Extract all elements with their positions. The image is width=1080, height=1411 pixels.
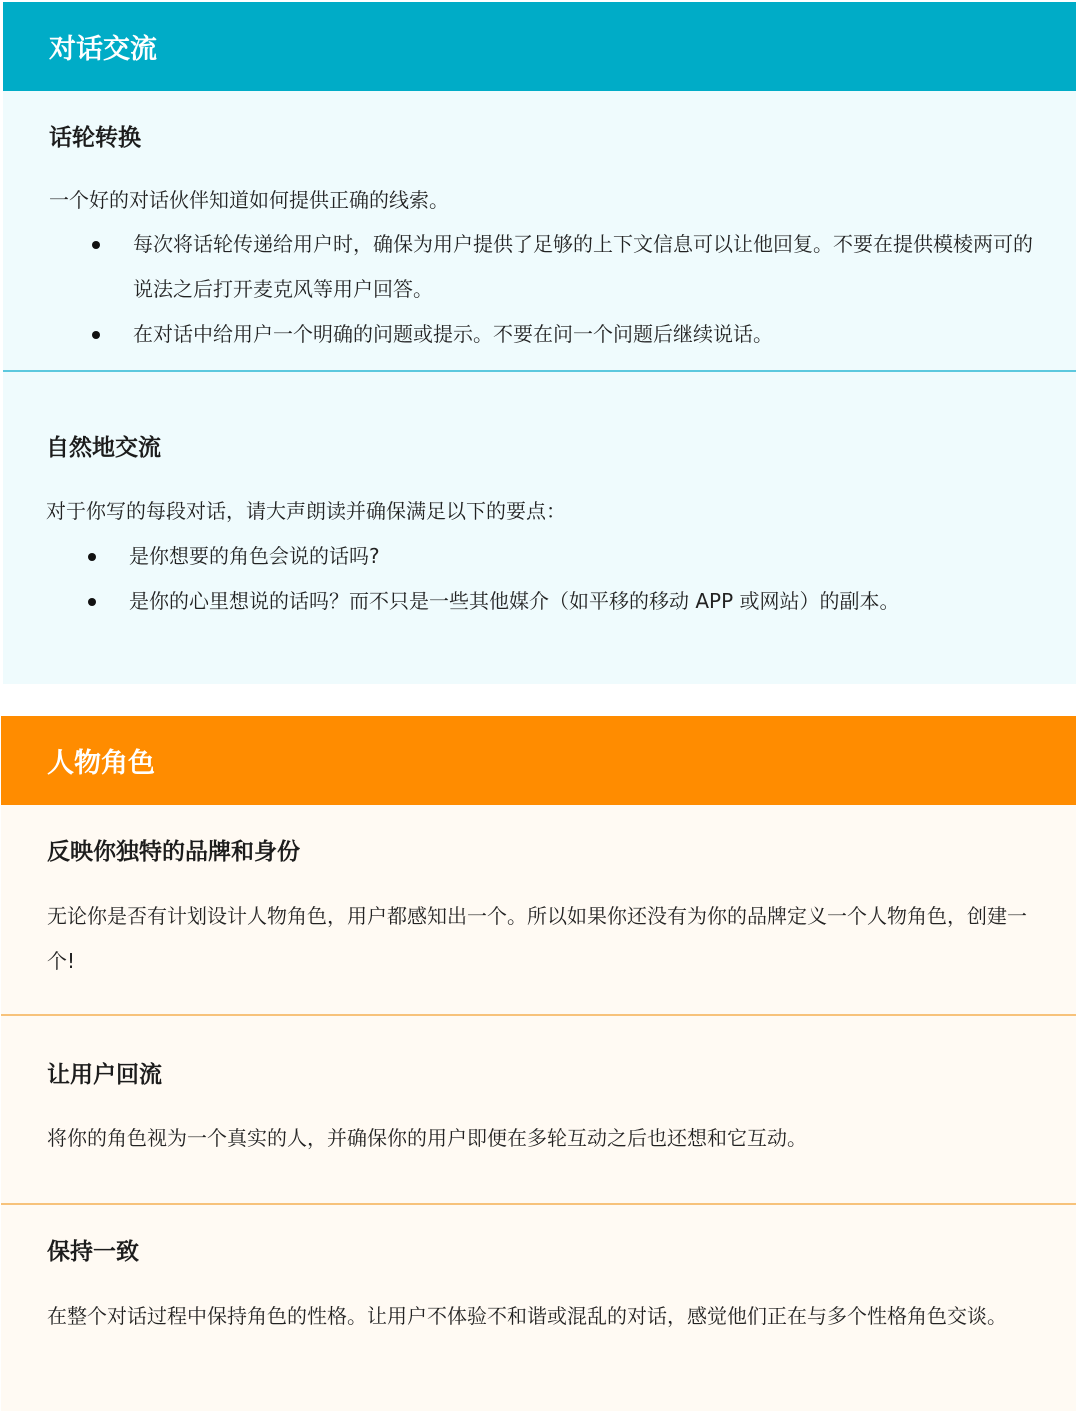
natural-title: 自然地交流 <box>46 435 161 461</box>
natural-intro: 对于你写的每段对话，请大声朗读并确保满足以下的要点： <box>46 499 566 523</box>
list-item <box>86 534 1046 579</box>
consistent-section <box>1 1205 1076 1411</box>
consistent-text: 在整个对话过程中保持角色的性格。让用户不体验不和谐或混乱的对话，感觉他们正在与多个性格角色交谈。 <box>47 1304 1007 1328</box>
turn-taking-intro: 一个好的对话伙伴知道如何提供正确的线索。 <box>49 188 449 212</box>
consistent-title: 保持一致 <box>47 1239 139 1265</box>
list-item-text: 每次将话轮传递给用户时，确保为用户提供了足够的上下文信息可以让他回复。不要在提供模棱两可的说法之后打开麦克风等用户回答。 <box>133 232 1033 301</box>
return-text: 将你的角色视为一个真实的人，并确保你的用户即便在多轮互动之后也还想和它互动。 <box>47 1126 807 1150</box>
bullet-dot <box>86 579 96 624</box>
dialog-header <box>3 2 1076 91</box>
persona-block <box>1 716 1076 1411</box>
brand-section <box>1 805 1076 1015</box>
list-item-text: 是你想要的角色会说的话吗? <box>129 544 380 568</box>
brand-text: 无论你是否有计划设计人物角色，用户都感知出一个。所以如果你还没有为你的品牌定义一个人物角色，创建一个! <box>47 904 1027 973</box>
list-item-text: 在对话中给用户一个明确的问题或提示。不要在问一个问题后继续说话。 <box>133 322 773 346</box>
dialog-header-title: 对话交流 <box>49 34 157 65</box>
return-section <box>1 1016 1076 1203</box>
brand-title: 反映你独特的品牌和身份 <box>47 839 300 865</box>
bullet-dot <box>90 312 100 357</box>
list-item <box>90 222 1046 312</box>
natural-section <box>3 372 1076 684</box>
list-item <box>90 312 1046 357</box>
list-item <box>86 579 1046 624</box>
turn-taking-section <box>3 91 1076 371</box>
bullet-dot <box>86 534 96 579</box>
turn-taking-title: 话轮转换 <box>49 125 141 151</box>
persona-header-title: 人物角色 <box>47 748 155 779</box>
persona-header <box>1 716 1076 805</box>
bullet-dot <box>90 222 100 267</box>
return-title: 让用户回流 <box>47 1062 162 1088</box>
list-item-text: 是你的心里想说的话吗？而不只是一些其他媒介（如平移的移动 APP 或网站）的副本。 <box>129 589 900 613</box>
dialog-block <box>3 2 1076 684</box>
